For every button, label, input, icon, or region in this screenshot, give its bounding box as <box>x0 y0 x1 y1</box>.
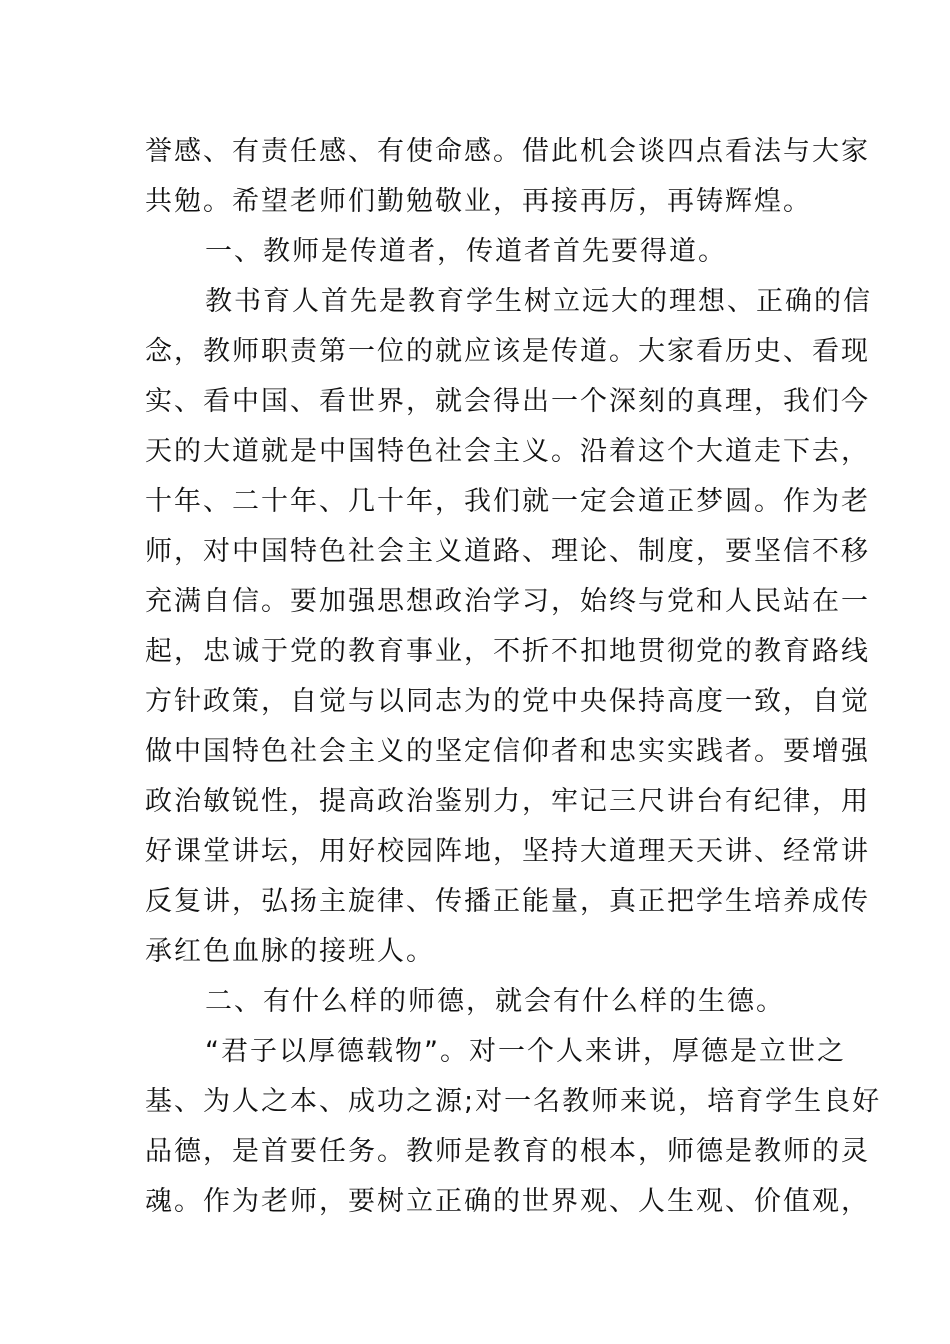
text-line: 品德，是首要任务。教师是教育的根本，师德是教师的灵 <box>145 1136 870 1167</box>
text-line: 起，忠诚于党的教育事业，不折不扣地贯彻党的教育路线 <box>145 636 870 667</box>
text-line: 誉感、有责任感、有使命感。借此机会谈四点看法与大家 <box>145 136 870 167</box>
text-line: 实、看中国、看世界，就会得出一个深刻的真理，我们今 <box>145 386 870 417</box>
text-line: 共勉。希望老师们勤勉敬业，再接再厉，再铸辉煌。 <box>145 186 812 217</box>
text-line: 承红色血脉的接班人。 <box>145 936 435 967</box>
text-line: 政治敏锐性，提高政治鉴别力，牢记三尺讲台有纪律，用 <box>145 786 870 817</box>
text-line: 充满自信。要加强思想政治学习，始终与党和人民站在一 <box>145 586 870 617</box>
text-line: 教书育人首先是教育学生树立远大的理想、正确的信 <box>205 286 872 317</box>
text-line: 好课堂讲坛，用好校园阵地，坚持大道理天天讲、经常讲 <box>145 836 870 867</box>
text-line: 魂。作为老师，要树立正确的世界观、人生观、价值观， <box>145 1186 870 1217</box>
text-line: 师，对中国特色社会主义道路、理论、制度，要坚信不移 <box>145 536 870 567</box>
text-line: 天的大道就是中国特色社会主义。沿着这个大道走下去， <box>145 436 870 467</box>
text-line: 念，教师职责第一位的就应该是传道。大家看历史、看现 <box>145 336 870 367</box>
text-line: 方针政策，自觉与以同志为的党中央保持高度一致，自觉 <box>145 686 870 717</box>
text-line: 做中国特色社会主义的坚定信仰者和忠实实践者。要增强 <box>145 736 870 767</box>
text-line: 反复讲，弘扬主旋律、传播正能量，真正把学生培养成传 <box>145 886 870 917</box>
text-line: 基、为人之本、成功之源;对一名教师来说，培育学生良好 <box>145 1086 882 1117</box>
text-line: “君子以厚德载物”。对一个人来讲，厚德是立世之 <box>205 1036 846 1067</box>
section-heading: 二、有什么样的师德，就会有什么样的生德。 <box>205 986 785 1017</box>
section-heading: 一、教师是传道者，传道者首先要得道。 <box>205 236 727 267</box>
text-line: 十年、二十年、几十年，我们就一定会道正梦圆。作为老 <box>145 486 870 517</box>
